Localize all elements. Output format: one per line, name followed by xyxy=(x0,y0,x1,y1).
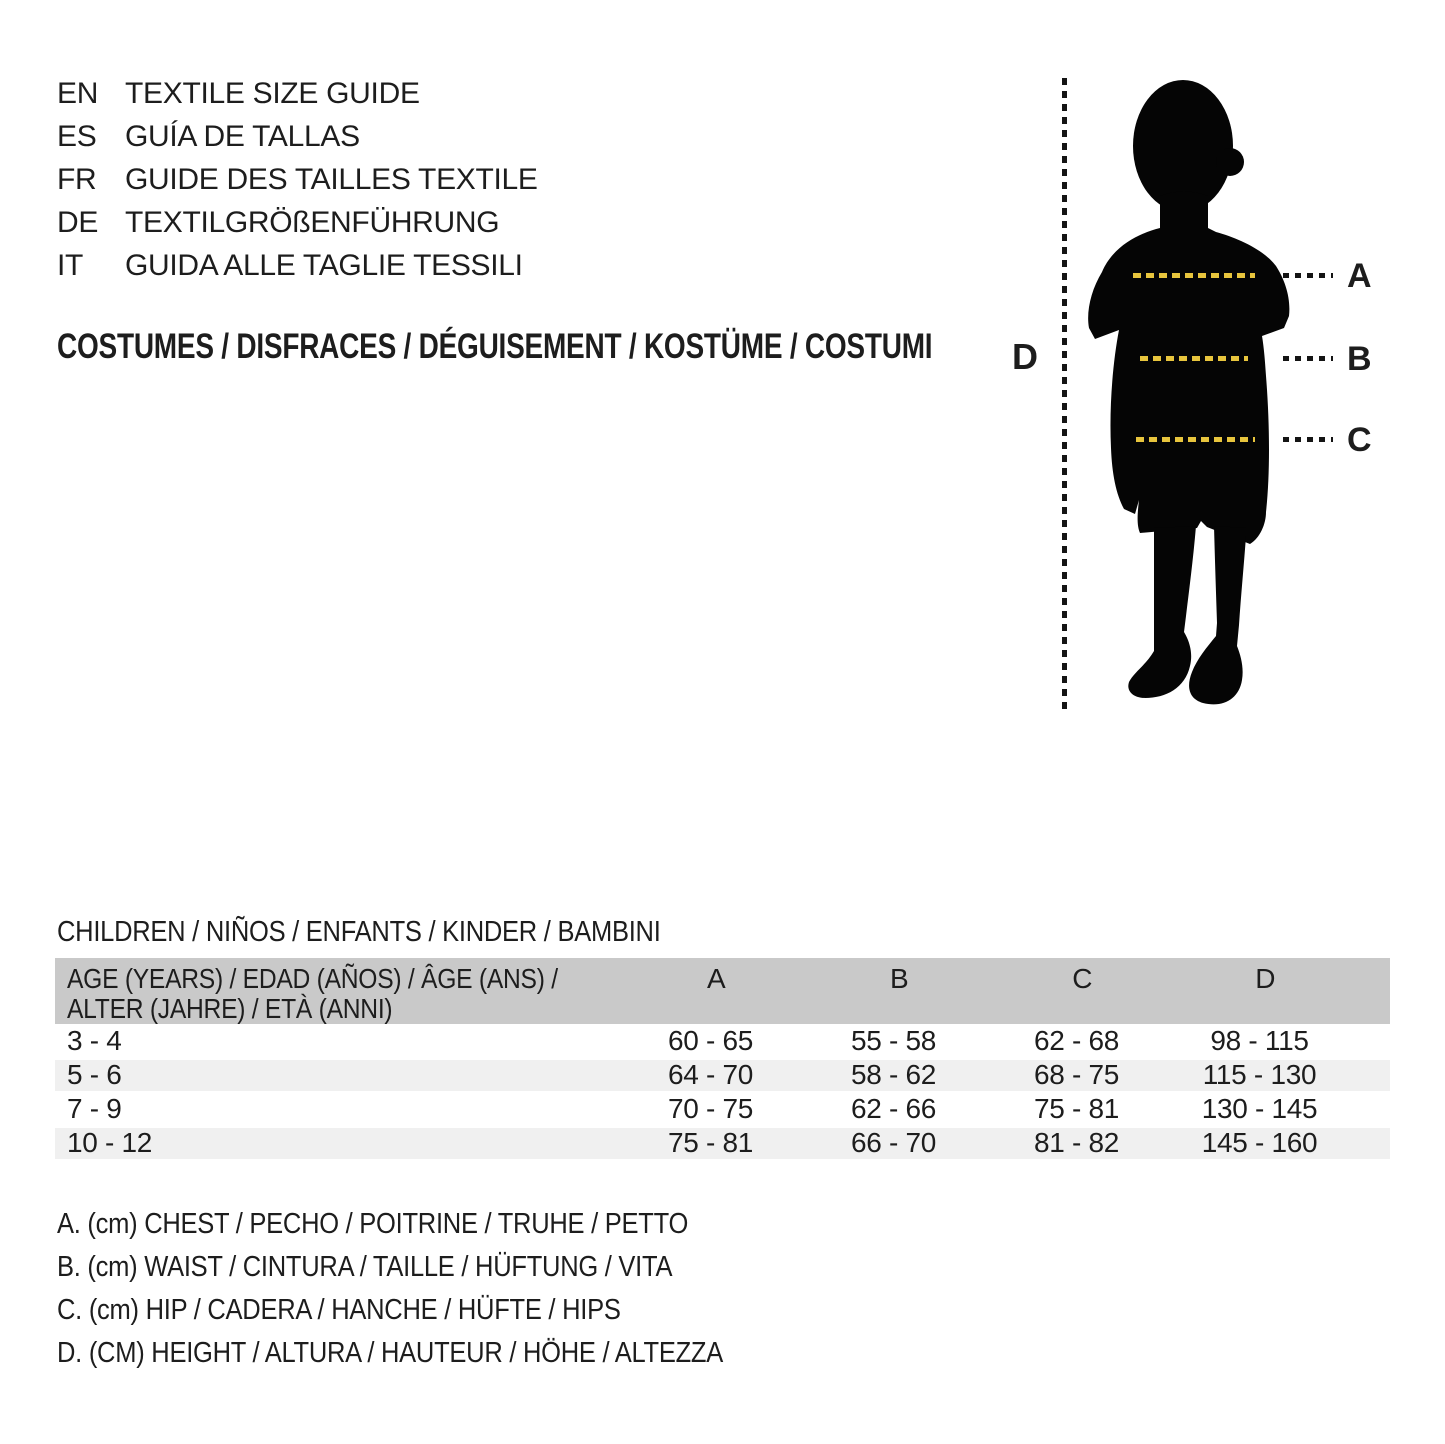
age-cell: 7 - 9 xyxy=(67,1093,122,1124)
category-title-text: COSTUMES / DISFRACES / DÉGUISEMENT / KOSTÜME / COSTUMI xyxy=(57,327,933,366)
height-cell: 115 - 130 xyxy=(1202,1059,1317,1090)
table-row xyxy=(55,1126,1390,1160)
column-header-a: A xyxy=(707,963,726,994)
language-code: DE xyxy=(57,206,99,239)
measurement-legend xyxy=(57,1203,814,1375)
table-section-title-text: CHILDREN / NIÑOS / ENFANTS / KINDER / BAMBINI xyxy=(57,916,661,948)
waist-cell: 62 - 66 xyxy=(850,1093,937,1124)
language-title: GUÍA DE TALLAS xyxy=(125,120,360,153)
chest-label-a: A xyxy=(1347,257,1372,295)
legend-text: C. (cm) HIP / CADERA / HANCHE / HÜFTE / HIPS xyxy=(57,1294,621,1326)
legend-line-waist xyxy=(57,1246,814,1289)
chest-leader-line xyxy=(1283,273,1333,278)
silhouette-torso xyxy=(1088,192,1289,545)
legend-text: A. (cm) CHEST / PECHO / POITRINE / TRUHE / PETTO xyxy=(57,1208,689,1240)
legend-line-hip xyxy=(57,1289,814,1332)
hip-cell: 81 - 82 xyxy=(1033,1127,1120,1158)
silhouette-hair-tuft xyxy=(1216,148,1244,176)
waist-cell: 58 - 62 xyxy=(850,1059,937,1090)
age-cell: 5 - 6 xyxy=(67,1059,122,1090)
hip-cell: 62 - 68 xyxy=(1033,1025,1120,1056)
chest-cell: 75 - 81 xyxy=(667,1127,754,1158)
legend-line-chest xyxy=(57,1203,814,1246)
silhouette-left-leg xyxy=(1128,526,1196,698)
children-size-table xyxy=(55,958,1390,1160)
legend-line-height xyxy=(57,1332,814,1375)
table-row xyxy=(55,1024,1390,1058)
language-title: TEXTILGRÖßENFÜHRUNG xyxy=(125,206,500,239)
chest-cell: 60 - 65 xyxy=(667,1025,754,1056)
language-title: TEXTILE SIZE GUIDE xyxy=(125,77,420,110)
table-header-row xyxy=(55,958,1390,1024)
hip-cell: 68 - 75 xyxy=(1033,1059,1120,1090)
column-header-c: C xyxy=(1072,963,1093,994)
table-row xyxy=(55,1058,1390,1092)
waist-cell: 55 - 58 xyxy=(850,1025,937,1056)
column-header-b: B xyxy=(890,963,909,994)
age-header-line2: ALTER (JAHRE) / ETÀ (ANNI) xyxy=(67,993,393,1024)
child-silhouette xyxy=(1078,76,1298,716)
age-cell: 3 - 4 xyxy=(67,1025,122,1056)
language-title: GUIDE DES TAILLES TEXTILE xyxy=(125,163,538,196)
waist-cell: 66 - 70 xyxy=(850,1127,937,1158)
waist-leader-line xyxy=(1283,356,1333,361)
legend-text: B. (cm) WAIST / CINTURA / TAILLE / HÜFTUNG / VITA xyxy=(57,1251,673,1283)
age-header-line1: AGE (YEARS) / EDAD (AÑOS) / ÂGE (ANS) / xyxy=(67,963,558,994)
legend-text: D. (CM) HEIGHT / ALTURA / HAUTEUR / HÖHE / ALTEZZA xyxy=(57,1337,724,1369)
chest-cell: 64 - 70 xyxy=(667,1059,754,1090)
height-measure-line-d xyxy=(1062,78,1067,714)
hip-leader-line xyxy=(1283,437,1333,442)
age-column-header xyxy=(55,958,625,1024)
height-cell: 98 - 115 xyxy=(1210,1025,1309,1056)
hip-cell: 75 - 81 xyxy=(1033,1093,1120,1124)
silhouette-right-leg xyxy=(1189,526,1246,704)
table-section-title xyxy=(57,917,743,947)
waist-measure-line xyxy=(1140,356,1248,361)
chest-measure-line xyxy=(1133,273,1255,278)
language-title: GUIDA ALLE TAGLIE TESSILI xyxy=(125,249,523,282)
language-code: ES xyxy=(57,120,97,153)
language-code: FR xyxy=(57,163,97,196)
hip-measure-line xyxy=(1136,437,1255,442)
column-header-d: D xyxy=(1255,963,1276,994)
height-cell: 145 - 160 xyxy=(1201,1127,1318,1158)
language-code: IT xyxy=(57,249,84,282)
age-cell: 10 - 12 xyxy=(67,1127,153,1158)
chest-cell: 70 - 75 xyxy=(667,1093,754,1124)
height-cell: 130 - 145 xyxy=(1201,1093,1318,1124)
hip-label-c: C xyxy=(1347,421,1372,459)
waist-label-b: B xyxy=(1347,340,1372,378)
table-row xyxy=(55,1092,1390,1126)
height-label-d: D xyxy=(1012,336,1038,377)
language-code: EN xyxy=(57,77,99,110)
